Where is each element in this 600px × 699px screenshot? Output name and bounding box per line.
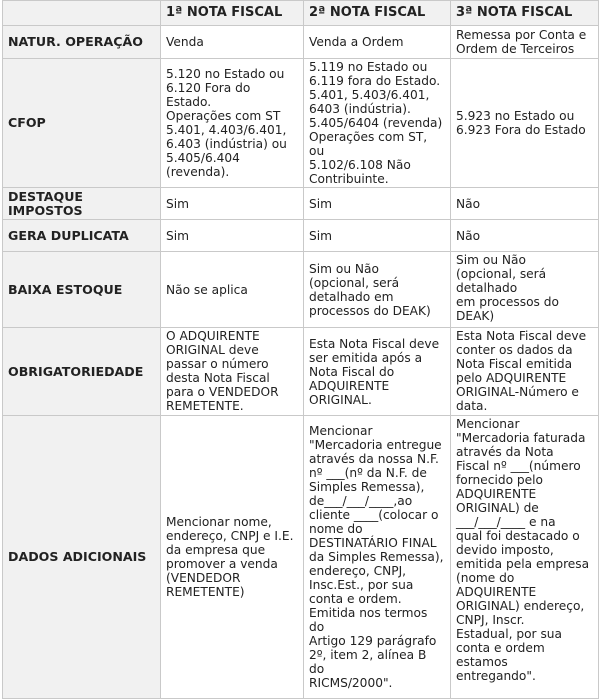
cell-nf3: Mencionar "Mercadoria faturada através da Nota Fiscal nº ___(número fornecido pelo ADQUIRENTE ORIGINAL) de ___/___/____ e na qual foi destacado o devido imposto, emitida pela empresa (nome do ADQUIRENTE ORIGINAL) endereço, CNPJ, Inscr. Estadual, por sua conta e ordem estamos entregando". [451, 416, 599, 699]
cell-nf2: Sim ou Não (opcional, será detalhado em processos do DEAK) [304, 252, 451, 328]
cell-nf3: Sim ou Não (opcional, será detalhado em processos do DEAK) [451, 252, 599, 328]
cell-nf3: 5.923 no Estado ou 6.923 Fora do Estado [451, 59, 599, 188]
cell-nf3: Esta Nota Fiscal deve conter os dados da Nota Fiscal emitida pelo ADQUIRENTE ORIGINAL-Número e data. [451, 328, 599, 416]
header-corner-cell [3, 1, 161, 26]
row-label: CFOP [3, 59, 161, 188]
cell-nf1: Sim [161, 188, 304, 220]
header-row [3, 1, 599, 26]
row-obrigatoriedade [3, 328, 599, 416]
row-cfop [3, 59, 599, 188]
cell-nf2: Sim [304, 220, 451, 252]
row-label: DADOS ADICIONAIS [3, 416, 161, 699]
header-nota-fiscal-3: 3ª NOTA FISCAL [451, 1, 599, 26]
row-label: NATUR. OPERAÇÃO [3, 26, 161, 59]
row-label: DESTAQUE IMPOSTOS [3, 188, 161, 220]
row-baixa-estoque [3, 252, 599, 328]
header-nota-fiscal-1: 1ª NOTA FISCAL [161, 1, 304, 26]
row-dados-adicionais [3, 416, 599, 699]
cell-nf1: Mencionar nome, endereço, CNPJ e I.E. da empresa que promover a venda (VENDEDOR REMETENTE) [161, 416, 304, 699]
cell-nf2: 5.119 no Estado ou 6.119 fora do Estado. 5.401, 5.403/6.401, 6403 (indústria). 5.405/6404 (revenda) Operações com ST, ou 5.102/6.108 Não Contribuinte. [304, 59, 451, 188]
cell-nf2: Mencionar "Mercadoria entregue através da nossa N.F. nº ___(nº da N.F. de Simples Remessa), de___/___/____,ao cliente ____(colocar o nome do DESTINATÁRIO FINAL da Simples Remessa), endereço, CNPJ, Insc.Est., por sua conta e ordem. Emitida nos termos do Artigo 129 parágrafo 2º, item 2, alínea B do RICMS/2000". [304, 416, 451, 699]
cell-nf2: Sim [304, 188, 451, 220]
cell-nf3: Remessa por Conta e Ordem de Terceiros [451, 26, 599, 59]
cell-nf1: O ADQUIRENTE ORIGINAL deve passar o número desta Nota Fiscal para o VENDEDOR REMETENTE. [161, 328, 304, 416]
cell-nf1: 5.120 no Estado ou 6.120 Fora do Estado. Operações com ST 5.401, 4.403/6.401, 6.403 (indústria) ou 5.405/6.404 (revenda). [161, 59, 304, 188]
row-natur-operacao [3, 26, 599, 59]
row-destaque-impostos [3, 188, 599, 220]
cell-nf1: Não se aplica [161, 252, 304, 328]
cell-nf1: Venda [161, 26, 304, 59]
row-label: OBRIGATORIEDADE [3, 328, 161, 416]
row-gera-duplicata [3, 220, 599, 252]
header-nota-fiscal-2: 2ª NOTA FISCAL [304, 1, 451, 26]
cell-nf1: Sim [161, 220, 304, 252]
row-label: BAIXA ESTOQUE [3, 252, 161, 328]
nota-fiscal-comparison-table [2, 0, 599, 699]
cell-nf3: Não [451, 188, 599, 220]
row-label: GERA DUPLICATA [3, 220, 161, 252]
cell-nf3: Não [451, 220, 599, 252]
cell-nf2: Venda a Ordem [304, 26, 451, 59]
cell-nf2: Esta Nota Fiscal deve ser emitida após a Nota Fiscal do ADQUIRENTE ORIGINAL. [304, 328, 451, 416]
